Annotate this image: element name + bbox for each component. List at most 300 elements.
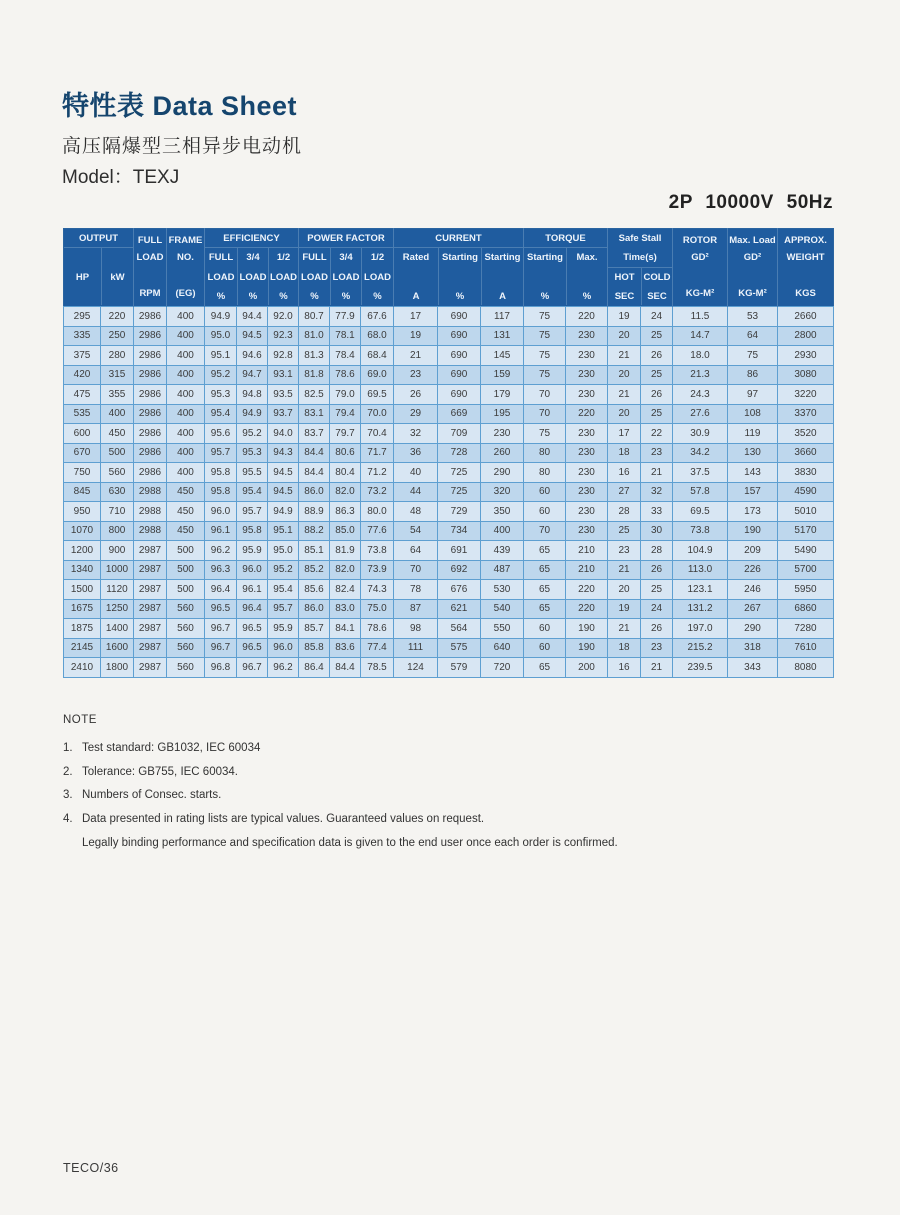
table-cell: 96.5 [237, 638, 268, 658]
header-col-kw: kW [101, 248, 133, 305]
table-cell: 95.2 [268, 560, 299, 580]
table-cell: 439 [481, 541, 524, 561]
table-cell: 96.8 [205, 658, 237, 678]
table-cell: 400 [167, 346, 205, 366]
table-cell: 30.9 [673, 424, 728, 444]
table-cell: 450 [167, 482, 205, 502]
table-cell: 5950 [778, 580, 834, 600]
table-cell: 500 [167, 580, 205, 600]
table-cell: 75 [524, 424, 566, 444]
table-cell: 2986 [134, 463, 167, 483]
table-cell: 27 [608, 482, 641, 502]
spec-table [63, 228, 834, 678]
note-item [63, 789, 783, 801]
table-cell: 690 [438, 365, 481, 385]
table-cell: 19 [608, 599, 641, 619]
table-cell: 400 [167, 326, 205, 346]
table-cell: 21 [608, 619, 641, 639]
table-cell: 65 [524, 580, 566, 600]
table-cell: 70 [394, 560, 438, 580]
table-cell: 230 [566, 502, 608, 522]
table-cell: 93.7 [268, 404, 299, 424]
table-cell: 23 [641, 443, 673, 463]
table-cell: 400 [167, 404, 205, 424]
table-cell: 450 [167, 521, 205, 541]
table-cell: 26 [641, 619, 673, 639]
table-cell: 640 [481, 638, 524, 658]
table-cell: 540 [481, 599, 524, 619]
table-row [64, 560, 834, 580]
table-cell: 729 [438, 502, 481, 522]
table-cell: 1250 [101, 599, 134, 619]
table-cell: 95.8 [205, 463, 237, 483]
table-cell: 111 [394, 638, 438, 658]
table-cell: 20 [608, 326, 641, 346]
table-cell: 74.3 [361, 580, 394, 600]
table-cell: 83.1 [299, 404, 330, 424]
table-cell: 1500 [64, 580, 101, 600]
table-cell: 73.8 [361, 541, 394, 561]
table-cell: 96.0 [268, 638, 299, 658]
table-cell: 83.7 [299, 424, 330, 444]
table-row [64, 541, 834, 561]
table-cell: 95.3 [237, 443, 268, 463]
table-cell: 85.2 [299, 560, 330, 580]
table-cell: 32 [641, 482, 673, 502]
table-cell: 95.2 [237, 424, 268, 444]
table-row [64, 385, 834, 405]
table-cell: 20 [608, 580, 641, 600]
table-row [64, 580, 834, 600]
table-cell: 70.0 [361, 404, 394, 424]
table-row [64, 346, 834, 366]
table-cell: 190 [728, 521, 778, 541]
table-cell: 16 [608, 463, 641, 483]
table-row [64, 619, 834, 639]
table-cell: 70 [524, 385, 566, 405]
table-cell: 21 [641, 658, 673, 678]
table-cell: 564 [438, 619, 481, 639]
table-cell: 96.7 [205, 638, 237, 658]
table-row [64, 326, 834, 346]
note-item [63, 813, 783, 825]
table-cell: 669 [438, 404, 481, 424]
header-col-cold-sec: COLD SEC [641, 268, 672, 305]
table-cell: 1400 [101, 619, 134, 639]
table-cell: 34.2 [673, 443, 728, 463]
table-cell: 96.4 [237, 599, 268, 619]
table-cell: 80 [524, 463, 566, 483]
table-cell: 560 [101, 463, 134, 483]
header-col-pf-34: 3/4 LOAD % [330, 248, 361, 305]
table-cell: 79.4 [330, 404, 361, 424]
table-cell: 200 [566, 658, 608, 678]
table-cell: 96.5 [205, 599, 237, 619]
model-label: Model：TEXJ [62, 167, 180, 188]
table-cell: 71.2 [361, 463, 394, 483]
table-cell: 54 [394, 521, 438, 541]
table-cell: 2987 [134, 560, 167, 580]
table-cell: 6860 [778, 599, 834, 619]
table-cell: 400 [167, 463, 205, 483]
table-row [64, 424, 834, 444]
table-cell: 17 [394, 307, 438, 327]
table-cell: 95.4 [268, 580, 299, 600]
table-cell: 60 [524, 619, 566, 639]
table-cell: 845 [64, 482, 101, 502]
table-cell: 37.5 [673, 463, 728, 483]
table-cell: 30 [641, 521, 673, 541]
table-cell: 25 [641, 580, 673, 600]
table-cell: 53 [728, 307, 778, 327]
table-cell: 82.4 [330, 580, 361, 600]
table-cell: 44 [394, 482, 438, 502]
table-cell: 21 [608, 346, 641, 366]
table-cell: 2988 [134, 521, 167, 541]
table-cell: 18 [608, 638, 641, 658]
table-cell: 80.7 [299, 307, 330, 327]
table-cell: 97 [728, 385, 778, 405]
table-cell: 60 [524, 638, 566, 658]
table-header [64, 229, 834, 307]
table-cell: 124 [394, 658, 438, 678]
table-cell: 630 [101, 482, 134, 502]
table-row [64, 404, 834, 424]
table-cell: 21 [641, 463, 673, 483]
note-item [63, 742, 783, 754]
note-item-text: Test standard: GB1032, IEC 60034 [82, 742, 261, 754]
table-cell: 75 [728, 346, 778, 366]
table-cell: 85.0 [330, 521, 361, 541]
table-cell: 2986 [134, 443, 167, 463]
table-cell: 75 [524, 307, 566, 327]
table-cell: 2986 [134, 326, 167, 346]
table-cell: 86.3 [330, 502, 361, 522]
table-cell: 535 [64, 404, 101, 424]
table-cell: 95.6 [205, 424, 237, 444]
header-col-rotor-gd2: ROTOR GD² KG-M² [673, 229, 728, 307]
table-cell: 86.4 [299, 658, 330, 678]
table-cell: 1875 [64, 619, 101, 639]
table-cell: 320 [481, 482, 524, 502]
table-cell: 267 [728, 599, 778, 619]
table-cell: 230 [481, 424, 524, 444]
table-cell: 2986 [134, 346, 167, 366]
header-group-current: CURRENT Rated A Starting % Starting A [394, 229, 524, 307]
table-cell: 1675 [64, 599, 101, 619]
page-title: 特性表 Data Sheet [62, 91, 298, 121]
table-cell: 11.5 [673, 307, 728, 327]
table-cell: 210 [566, 541, 608, 561]
table-cell: 725 [438, 482, 481, 502]
table-cell: 95.7 [205, 443, 237, 463]
header-col-current-rated: Rated A [402, 252, 430, 302]
table-cell: 3370 [778, 404, 834, 424]
table-cell: 179 [481, 385, 524, 405]
subtitle-chinese: 高压隔爆型三相异步电动机 [62, 136, 303, 157]
note-item-text: Numbers of Consec. starts. [82, 789, 222, 801]
table-cell: 80.0 [361, 502, 394, 522]
table-cell: 318 [728, 638, 778, 658]
table-cell: 420 [64, 365, 101, 385]
table-cell: 92.8 [268, 346, 299, 366]
table-cell: 75.0 [361, 599, 394, 619]
note-item-number: 2. [63, 765, 73, 778]
table-cell: 68.4 [361, 346, 394, 366]
table-cell: 95.9 [268, 619, 299, 639]
table-cell: 25 [641, 326, 673, 346]
table-cell: 130 [728, 443, 778, 463]
table-row [64, 502, 834, 522]
table-cell: 230 [566, 385, 608, 405]
table-cell: 226 [728, 560, 778, 580]
table-cell: 230 [566, 463, 608, 483]
table-cell: 21 [394, 346, 438, 366]
table-cell: 24.3 [673, 385, 728, 405]
table-cell: 70.4 [361, 424, 394, 444]
table-cell: 375 [64, 346, 101, 366]
table-cell: 19 [608, 307, 641, 327]
table-cell: 690 [438, 346, 481, 366]
header-col-torque-max: Max. % [566, 248, 607, 305]
table-cell: 95.4 [237, 482, 268, 502]
table-cell: 2987 [134, 619, 167, 639]
table-cell: 26 [641, 560, 673, 580]
table-cell: 197.0 [673, 619, 728, 639]
table-row [64, 482, 834, 502]
table-cell: 2660 [778, 307, 834, 327]
table-cell: 82.5 [299, 385, 330, 405]
table-cell: 87 [394, 599, 438, 619]
table-cell: 23 [608, 541, 641, 561]
table-cell: 78.6 [330, 365, 361, 385]
table-cell: 70 [524, 404, 566, 424]
table-row [64, 599, 834, 619]
table-cell: 1000 [101, 560, 134, 580]
table-cell: 123.1 [673, 580, 728, 600]
table-cell: 95.4 [205, 404, 237, 424]
table-cell: 28 [641, 541, 673, 561]
table-cell: 75 [524, 346, 566, 366]
table-cell: 450 [167, 502, 205, 522]
table-cell: 94.0 [268, 424, 299, 444]
table-cell: 32 [394, 424, 438, 444]
table-cell: 96.1 [205, 521, 237, 541]
table-cell: 7610 [778, 638, 834, 658]
table-cell: 25 [641, 365, 673, 385]
table-cell: 73.2 [361, 482, 394, 502]
table-cell: 81.3 [299, 346, 330, 366]
table-cell: 1120 [101, 580, 134, 600]
table-cell: 246 [728, 580, 778, 600]
table-cell: 3830 [778, 463, 834, 483]
table-cell: 2987 [134, 541, 167, 561]
table-cell: 29 [394, 404, 438, 424]
table-cell: 67.6 [361, 307, 394, 327]
table-cell: 78.4 [330, 346, 361, 366]
spec-table-container [63, 228, 834, 678]
note-item-text: Data presented in rating lists are typical values. Guaranteed values on request. [82, 812, 485, 825]
table-cell: 131 [481, 326, 524, 346]
table-cell: 2988 [134, 482, 167, 502]
table-cell: 560 [167, 658, 205, 678]
table-row [64, 638, 834, 658]
table-cell: 73.9 [361, 560, 394, 580]
table-cell: 57.8 [673, 482, 728, 502]
table-cell: 230 [566, 424, 608, 444]
table-cell: 220 [566, 580, 608, 600]
table-cell: 475 [64, 385, 101, 405]
table-cell: 400 [167, 424, 205, 444]
note-continuation: Legally binding performance and specification data is given to the end user once each order is confirmed. [82, 836, 618, 849]
note-item-number: 3. [63, 789, 73, 801]
table-cell: 71.7 [361, 443, 394, 463]
table-cell: 85.1 [299, 541, 330, 561]
table-cell: 82.0 [330, 482, 361, 502]
table-cell: 94.9 [268, 502, 299, 522]
table-cell: 195 [481, 404, 524, 424]
note-item [63, 766, 783, 778]
table-cell: 94.3 [268, 443, 299, 463]
table-cell: 22 [641, 424, 673, 444]
table-cell: 25 [641, 404, 673, 424]
table-cell: 95.0 [268, 541, 299, 561]
table-cell: 8080 [778, 658, 834, 678]
table-cell: 5490 [778, 541, 834, 561]
header-col-full-load-rpm: FULL LOAD RPM [134, 229, 167, 307]
table-body [64, 307, 834, 678]
table-cell: 400 [167, 365, 205, 385]
table-cell: 93.1 [268, 365, 299, 385]
table-cell: 2986 [134, 307, 167, 327]
table-cell: 23 [641, 638, 673, 658]
header-col-pf-12: 1/2 LOAD % [361, 248, 393, 305]
table-cell: 94.8 [237, 385, 268, 405]
table-cell: 95.3 [205, 385, 237, 405]
table-cell: 1200 [64, 541, 101, 561]
header-col-current-starting-a: Starting A [481, 248, 523, 305]
table-cell: 81.9 [330, 541, 361, 561]
table-cell: 1800 [101, 658, 134, 678]
header-col-maxload-gd2: Max. Load GD² KG-M² [728, 229, 778, 307]
table-cell: 69.5 [673, 502, 728, 522]
table-cell: 25 [608, 521, 641, 541]
table-cell: 500 [167, 560, 205, 580]
table-cell: 95.9 [237, 541, 268, 561]
header-group-power-factor: POWER FACTOR FULL LOAD % 3/4 LOAD % 1/2 LOAD % [299, 229, 394, 307]
table-cell: 250 [101, 326, 134, 346]
table-cell: 500 [167, 541, 205, 561]
table-cell: 96.2 [205, 541, 237, 561]
table-cell: 96.3 [205, 560, 237, 580]
table-cell: 143 [728, 463, 778, 483]
table-cell: 26 [641, 346, 673, 366]
table-cell: 450 [101, 424, 134, 444]
table-cell: 260 [481, 443, 524, 463]
table-cell: 709 [438, 424, 481, 444]
table-row [64, 443, 834, 463]
table-cell: 575 [438, 638, 481, 658]
table-cell: 2987 [134, 638, 167, 658]
table-cell: 190 [566, 619, 608, 639]
table-cell: 80 [524, 443, 566, 463]
table-cell: 96.5 [237, 619, 268, 639]
header-col-current-starting-pct: Starting % [438, 248, 481, 305]
table-cell: 1600 [101, 638, 134, 658]
table-cell: 27.6 [673, 404, 728, 424]
table-cell: 79.7 [330, 424, 361, 444]
table-cell: 77.4 [361, 638, 394, 658]
table-cell: 692 [438, 560, 481, 580]
table-cell: 734 [438, 521, 481, 541]
table-cell: 94.9 [205, 307, 237, 327]
table-cell: 96.0 [205, 502, 237, 522]
table-cell: 2986 [134, 404, 167, 424]
table-cell: 4590 [778, 482, 834, 502]
table-cell: 800 [101, 521, 134, 541]
table-cell: 96.4 [205, 580, 237, 600]
table-cell: 20 [608, 404, 641, 424]
table-cell: 24 [641, 307, 673, 327]
header-col-approx-weight: APPROX. WEIGHT KGS [778, 229, 834, 307]
table-cell: 690 [438, 307, 481, 327]
table-cell: 335 [64, 326, 101, 346]
table-cell: 157 [728, 482, 778, 502]
table-cell: 86.0 [299, 482, 330, 502]
table-cell: 85.8 [299, 638, 330, 658]
note-item-text: Tolerance: GB755, IEC 60034. [82, 765, 238, 778]
table-cell: 64 [394, 541, 438, 561]
table-cell: 209 [728, 541, 778, 561]
table-cell: 900 [101, 541, 134, 561]
table-cell: 28 [608, 502, 641, 522]
table-cell: 5700 [778, 560, 834, 580]
table-cell: 670 [64, 443, 101, 463]
table-cell: 550 [481, 619, 524, 639]
table-cell: 750 [64, 463, 101, 483]
table-cell: 579 [438, 658, 481, 678]
table-cell: 21.3 [673, 365, 728, 385]
table-cell: 96.1 [237, 580, 268, 600]
header-col-eff-12: 1/2 LOAD % [268, 248, 298, 305]
table-cell: 80.4 [330, 463, 361, 483]
table-cell: 3520 [778, 424, 834, 444]
table-cell: 64 [728, 326, 778, 346]
table-cell: 621 [438, 599, 481, 619]
table-cell: 60 [524, 482, 566, 502]
table-cell: 78 [394, 580, 438, 600]
table-cell: 220 [566, 599, 608, 619]
table-cell: 96.2 [268, 658, 299, 678]
table-cell: 2986 [134, 365, 167, 385]
table-cell: 691 [438, 541, 481, 561]
table-cell: 2986 [134, 385, 167, 405]
table-cell: 720 [481, 658, 524, 678]
table-cell: 400 [167, 385, 205, 405]
table-cell: 75 [524, 326, 566, 346]
table-cell: 710 [101, 502, 134, 522]
table-row [64, 365, 834, 385]
table-cell: 3660 [778, 443, 834, 463]
table-cell: 95.1 [268, 521, 299, 541]
table-cell: 82.0 [330, 560, 361, 580]
table-cell: 560 [167, 619, 205, 639]
table-cell: 290 [481, 463, 524, 483]
table-cell: 728 [438, 443, 481, 463]
table-cell: 18 [608, 443, 641, 463]
table-cell: 239.5 [673, 658, 728, 678]
table-cell: 96.7 [237, 658, 268, 678]
